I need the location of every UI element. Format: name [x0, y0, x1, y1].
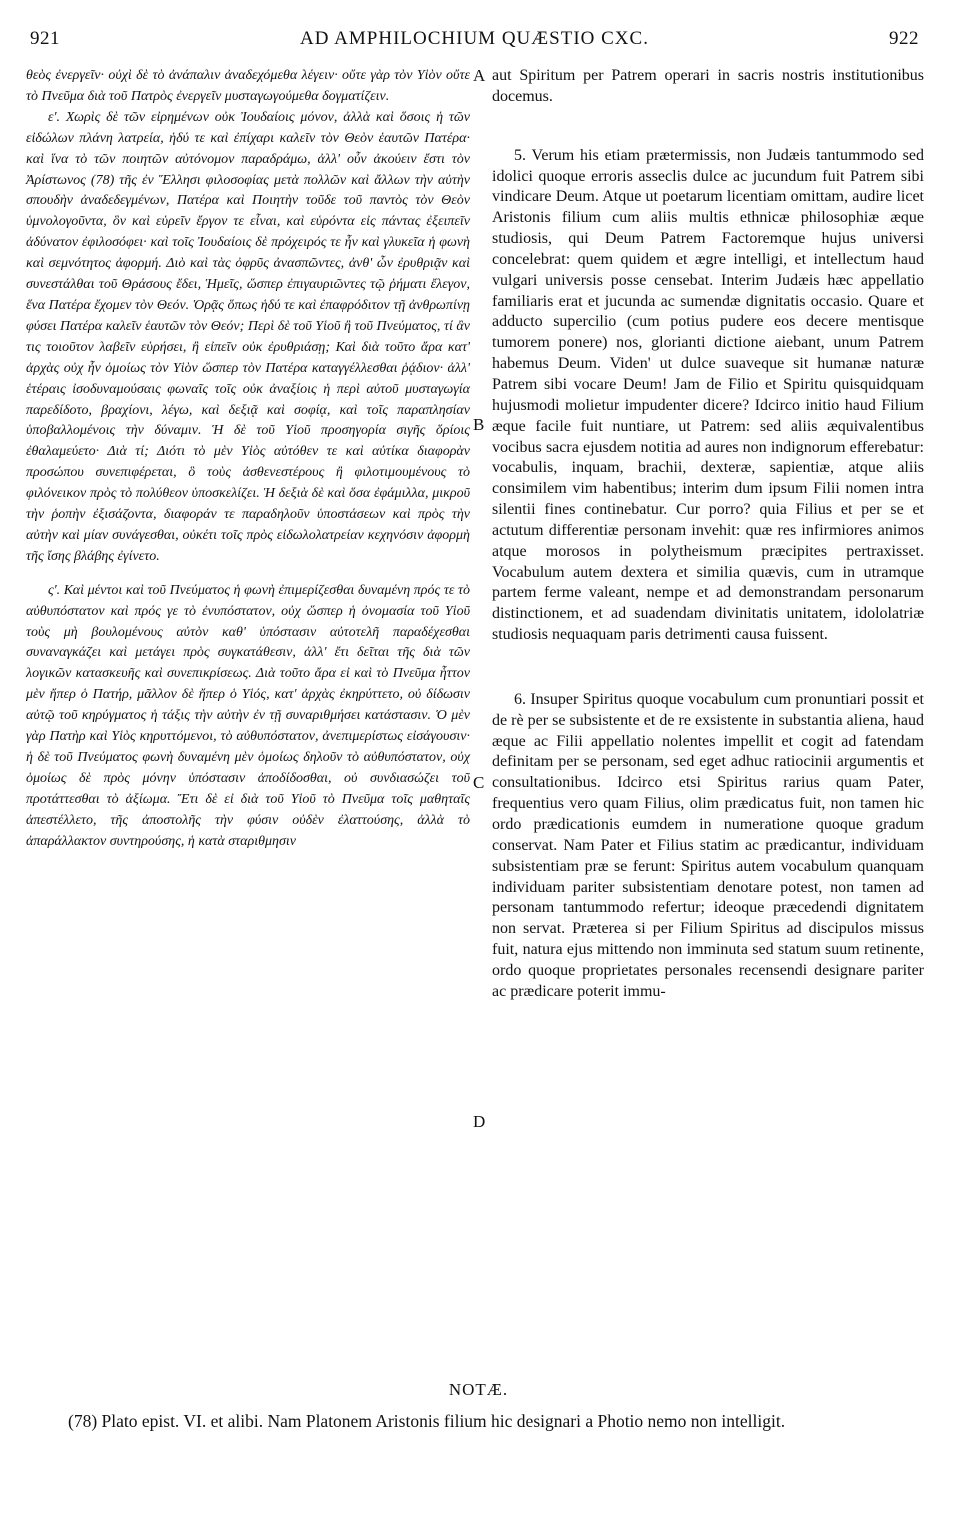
greek-paragraph: ς'. Καὶ μέντοι καὶ τοῦ Πνεύματος ἡ φωνὴ ἐπιμερίζεσθαι δυναμένη πρός τε τὸ αὐθυπόστατον καὶ πρός γε τὸ ἐνυπόστατον, οὐχ ὥσπερ ἡ ὀνομασία τοῦ Υἱοῦ τοὺς μὴ βουλομένους αὐτὸν καθ' ὑπόστασιν αὐτοτελῆ παραδέχεσθαι συναναγκάζει καὶ μετάγει πρὸς συγκατάθεσιν, ἀλλ' ἔτι δεῖται τῆς διὰ τῶν λογικῶν κατασκευῆς καὶ συνεπικρίσεως. Διὰ τοῦτο ἄρα εἰ καὶ τὸ Πνεῦμα ἧττον μὲν ἤπερ ὁ Πατήρ, μᾶλλον δὲ ἤπερ ὁ Υἱός, κατ' ἀρχὰς ἐκηρύττετο, οὐ δίδωσιν αὐτῷ τοῦ κηρύγματος ἡ τάξις τὴν αὐτὴν ἐν τῇ συναριθμήσει κατάστασιν. Ὁ μὲν γὰρ Πατὴρ καὶ Υἱὸς κηρυττόμενοι, τὸ αὐθυπόστατον, ἀνεπιμερίστως εἰσάγουσιν· ἡ δὲ τοῦ Πνεύματος φωνὴ δυναμένη μὲν ὁμοίως δηλοῦν τὸ αὐθυπόστατον, οὐχ ὁμοίως δὲ πρὸς μόνην ὑπόστασιν ἀποδίδοσθαι, οὐ συνδιασώζει τοῦ προτάττεσθαι τὸ ἀξίωμα. Ἔτι δὲ εἰ διὰ τοῦ Υἱοῦ τὸ Πνεῦμα τοῖς μαθηταῖς ἀπεστέλλετο, τῆς ἀποστολῆς τὴν φύσιν οὐδὲν ἐλαττούσης, ἀλλὰ τὸ ἀπαράλλακτον συντηρούσης, ἡ κατὰ σταριθμησιν	[26, 582, 470, 849]
page-number-left: 921	[30, 28, 60, 49]
running-header	[30, 28, 919, 58]
greek-paragraph: ε'. Χωρὶς δὲ τῶν εἰρημένων οὐκ Ἰουδαίοις μόνον, ἀλλὰ καὶ ὅσοις ἡ τῶν εἰδώλων πλάνη λατρεία, ἡδύ τε καὶ ἐπίχαρι καλεῖν τὸν Θεὸν ἑαυτῶν Πατέρα· καὶ ἵνα τὸ τῶν ποιητῶν αὐτόνομον παραδράμω, ἀλλ' οὖν ἀκούειν ἔστι τὸν Ἀρίστωνος (78) τῆς ἐν Ἕλλησι φιλοσοφίας μετὰ πολλῶν καὶ ἄλλων τὴν αὐτὴν σπουδὴν ἀναδεδεγμένων, Πατέρα καὶ Ποιητὴν τοῦδε τοῦ παντὸς τὸν Θεὸν ὑμνολογοῦντα, ὃν καὶ εὑρεῖν ἔργον τε εἶναι, καὶ εὑρόντα εἰς πάντας ἐξειπεῖν ἀδύνατον ἐφιλοσόφει· καὶ τοῖς Ἰουδαίοις δὲ πρόχειρός τε ἦν καὶ γλυκεῖα ἡ φωνὴ καὶ σεμνότητος ἀφορμή. Διὸ καὶ τὰς ὀφρῦς ἀνασπῶντες, ἀνθ' ὧν ἐρυθριᾷν καὶ συνεστάλθαι τοῦ Θράσους ἔδει, Ἡμεῖς, ὥσπερ ἐπιγαυριῶντες τῷ ῥήματι ἔλεγον, ἕνα Πατέρα ἔχομεν τὸν Θεόν. Ὁρᾷς ὅπως ἡδύ τε καὶ ἐπαφρόδιτον τῇ ἀνθρωπίνῃ φύσει Πατέρα καλεῖν ἑαυτῶν τὸν Θεόν; Περὶ δὲ τοῦ Υἱοῦ ἢ τοῦ Πνεύματος, τί ἂν τις τοιοῦτον λαβεῖν εὑρήσει, ἢ εἰπεῖν οὐκ ἐρυθριάσῃ; Καὶ διὰ τοῦτο ἄρα κατ' ἀρχὰς οὐχ ἦν ὁμοίως τὸν Υἱὸν ὥσπερ τὸν Πατέρα καταγγέλλεσθαι ῥᾴδιον· ἀλλ' ἑτέραις ἰσοδυναμούσαις φωναῖς τοῖς οὐκ ἀναξίοις ἡ περὶ αὐτοῦ μυσταγωγία παρεδίδοτο, βραχίονι, λέγω, καὶ δεξιᾷ καὶ σοφίᾳ, καὶ τοῖς παραπλησίαν ὑποβαλλομένοις τὴν δύναμιν. Ἡ δὲ τοῦ Υἱοῦ προσηγορία σιγῆς ὅρίοις ἐθαλαμεύετο· Διὰ τί; Διότι τὸ μὲν Υἱὸς αὐτόθεν τε καὶ αὐτίκα διαφορὰν προσώπου συνεπιφέρεται, ὃ τοὺς ἀσθενεστέρους ἢ φιλοτιμουμένους τὸ φιλόνεικον πρὸς τὸ πολύθεον ὑποσκελίζει. Ἡ δεξιὰ δὲ καὶ ὅσα ἐφάμιλλα, μικροῦ τὴν ῥοπὴν ἐξισάζοντα, διαφοράν τε παραδηλοῦν ὑποστάσεων καὶ πρὸς τὴν αὐτὴν καὶ μίαν συνάγεσθαι, οὐκέτι τοῖς πρὸς εἰδωλολατρείαν κεχηνόσιν ἀφορμὴ τῆς ἴσης βλάβης ἐγίνετο.	[26, 109, 470, 564]
latin-paragraph: aut Spiritum per Patrem operari in sacris nostris institutionibus docemus.	[492, 67, 924, 105]
latin-paragraph: 5. Verum his etiam prætermissis, non Judæis tantummodo sed idolici quoque erroris asseclis dulce ac jucundum fuit Patrem sibi vindicare Deum. Atque ut poetarum licentiam omittam, audire licet Aristonis filium cum aliis multis ethnicæ philosophiæ æque studiosis, qui Deum Patrem Factoremque hujus universi concelebrat: quem quidem et ægre intelligi, et intellectum haud vulgari universis posse censebat. Interim Judæis hæc appellatio familiaris erat et jucunda ac sumendæ dignitatis occasio. Quare et adducto supercilio (cum potius pudere eos decere mentisque tumorem ponere) nos, glorianti dictione aiebant, unum Patrem habemus Deum. Viden' ut dulce suaveque sit humanæ naturæ Patrem sibi vocare Deum! Jam de Filio et Spiritu quisquidquam hujusmodi molietur impudenter dicere? Idcirco initio haud Filium æque facile fuit nuntiare, ut Patrem: sed aliis æquivalentibus vocibus sacra ejusdem notitia ad aures non indignorum efferebatur: vocabulis, inquam, brachii, dexteræ, sapientiæ, atque aliis consimilem vim habentibus; interim dum ipsum Filii nomen intra silentii fines continebatur. Cur porro? quia Filius et per se et actutum differentiæ personam invehit: quæ res infirmiores animos atque morosos in polytheismum præcipites pertraxisset. Vocabulum autem dextera et similia quævis, cum in utramque partem ferme valeant, nempe et ad demonstrandam personarum distinctionem, et ad suadendam divinitatis unitatem, idololatriæ studiosis nequaquam paris detrimenti causa fuissent.	[492, 146, 924, 644]
margin-letter: C	[473, 773, 485, 792]
footnote: (78) Plato epist. VI. et alibi. Nam Platonem Aristonis filium hic designari a Photio nemo non intelligit.	[68, 1411, 786, 1431]
latin-paragraph: 6. Insuper Spiritus quoque vocabulum cum pronuntiari possit et de rè per se subsistente et de re exsistente in substantia aliena, haud æque ac Filii appellatio nolentes impellit et cogit ad fatendam definitam per se personam, sed eget adhuc ratiocinii argumentis et consultationibus. Idcirco etsi Spiritus rarius quam Pater, frequentius vero quam Filius, olim prædicatus fuit, non tamen hic ordo prædicationis eumdem in numeratione quoque gradum conservat. Nam Pater et Filius statim ac prædicantur, individuam subsistentiam præ se ferunt: Spiritus autem vocabulum quanquam individuam pariter subsistentiam denotare potest, non tamen ad personam tantummodo refertur; ideoque præcedendi dignitatem non servat. Præterea si per Filium Spiritus ad discipulos missus fuit, natura ejus mittendo non imminuta sed statum suum retinente, ordo quoque proprietates personales recensendi designare pariter ac prædicare poterit immu-	[492, 690, 924, 1000]
page-number-right: 922	[889, 28, 919, 49]
greek-column	[26, 66, 470, 853]
margin-letter: A	[473, 66, 486, 85]
latin-column	[492, 66, 924, 1003]
greek-paragraph: θεὸς ἐνεργεῖν· οὐχὶ δὲ τὸ ἀνάπαλιν ἀναδεχόμεθα λέγειν· οὔτε γὰρ τὸν Υἱὸν οὔτε τὸ Πνεῦμα διὰ τοῦ Πατρὸς ἐνεργεῖν μυσταγωγούμεθα δογματίζειν.	[26, 68, 470, 104]
margin-letter: D	[473, 1112, 486, 1131]
notes-heading: NOTÆ.	[448, 1380, 509, 1399]
running-title: AD AMPHILOCHIUM QUÆSTIO CXC.	[300, 28, 649, 49]
margin-letter: B	[473, 415, 485, 434]
